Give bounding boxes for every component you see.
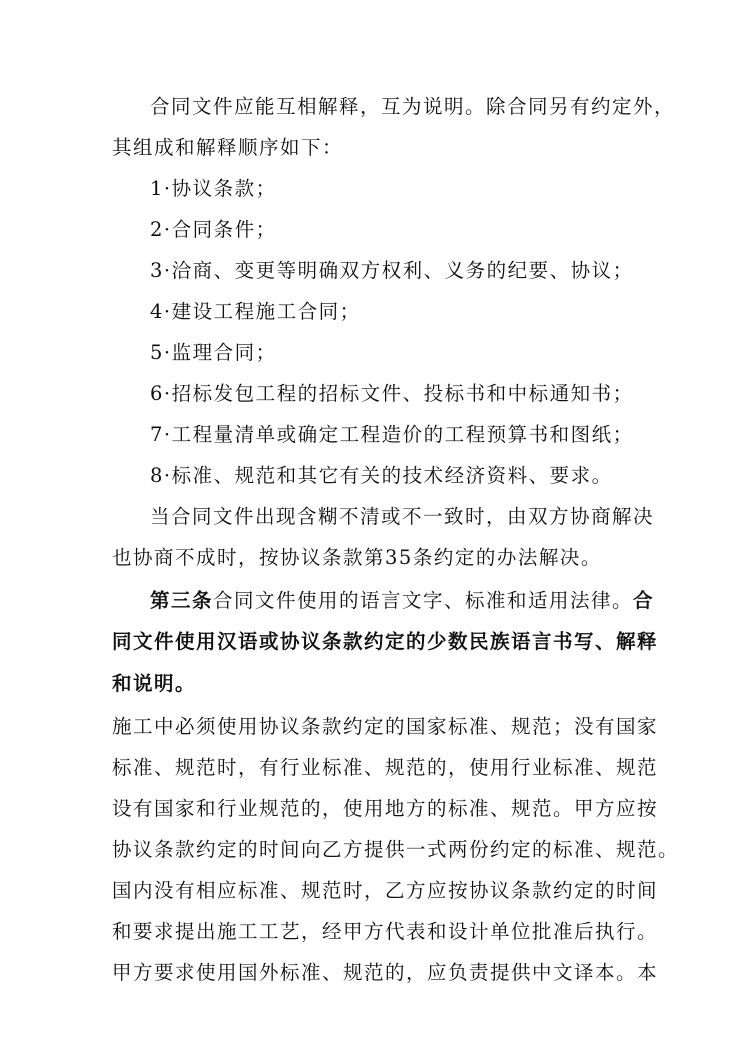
list-item: 6·招标发包工程的招标文件、投标书和中标通知书； <box>150 382 634 405</box>
list-item: 5·监理合同； <box>150 341 277 364</box>
article3-label: 第三条 <box>150 589 214 612</box>
paragraph3-line: 甲方要求使用国外标准、规范的，应负责提供中文译本。本 <box>112 961 659 984</box>
list-item: 8·标准、规范和其它有关的技术经济资料、要求。 <box>150 464 613 487</box>
list-item: 3·洽商、变更等明确双方权利、义务的纪要、协议； <box>150 259 634 282</box>
paragraph1-line1: 合同文件应能互相解释，互为说明。除合同另有约定外， <box>150 95 676 118</box>
paragraph3-line: 和要求提出施工工艺，经甲方代表和设计单位批准后执行。 <box>112 920 659 943</box>
list-item: 1·协议条款； <box>150 177 277 200</box>
article3-bold-tail: 合 <box>633 589 655 612</box>
list-item: 7·工程量清单或确定工程造价的工程预算书和图纸； <box>150 423 634 446</box>
paragraph3-line: 设有国家和行业规范的，使用地方的标准、规范。甲方应按 <box>112 797 659 820</box>
paragraph2-line1: 当合同文件出现含糊不清或不一致时，由双方协商解决 <box>150 505 655 528</box>
paragraph3-line: 施工中必须使用协议条款约定的国家标准、规范；没有国家 <box>112 715 659 738</box>
paragraph2-line2: 也协商不成时，按协议条款第35条约定的办法解决。 <box>112 546 602 569</box>
paragraph1-line2: 其组成和解释顺序如下： <box>112 136 344 159</box>
article3-heading <box>150 589 654 613</box>
list-item: 2·合同条件； <box>150 218 277 241</box>
paragraph3-line: 协议条款约定的时间向乙方提供一式两份约定的标准、规范。 <box>112 838 680 861</box>
paragraph3-line: 标准、规范时，有行业标准、规范的，使用行业标准、规范 <box>112 756 659 779</box>
paragraph3-line: 国内没有相应标准、规范时，乙方应按协议条款约定的时间 <box>112 879 659 902</box>
list-item: 4·建设工程施工合同； <box>150 300 361 323</box>
article3-line3: 和说明。 <box>112 672 197 695</box>
article3-line2: 同文件使用汉语或协议条款约定的少数民族语言书写、解释 <box>112 630 659 653</box>
article3-title: 合同文件使用的语言文字、标准和适用法律。 <box>213 589 634 612</box>
